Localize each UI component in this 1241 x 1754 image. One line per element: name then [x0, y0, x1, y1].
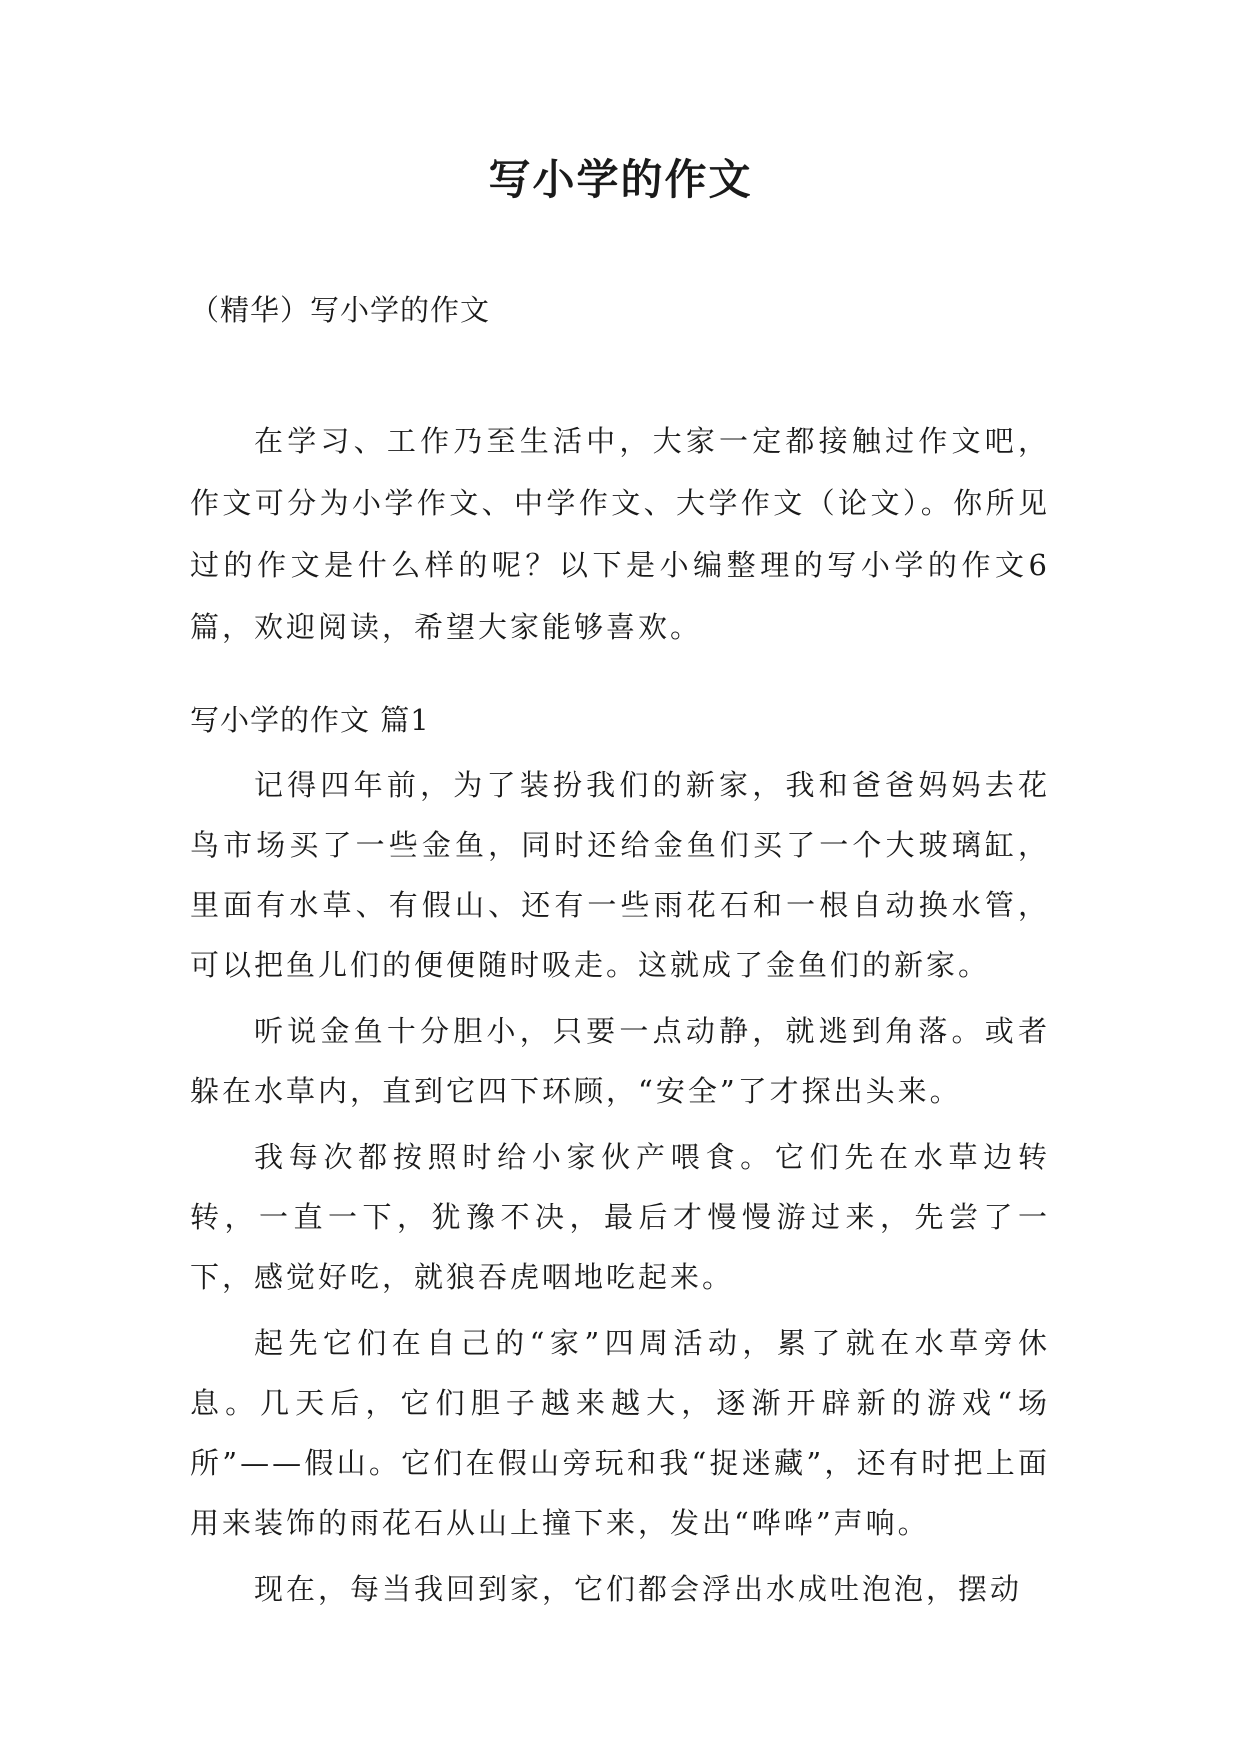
essay-paragraph-5: 现在，每当我回到家，它们都会浮出水成吐泡泡，摆动 — [254, 1572, 1023, 1606]
section-heading: 写小学的作文 篇1 — [190, 703, 430, 737]
essay-paragraph-2: 听说金鱼十分胆小，只要一点动静，就逃到角落。或者躲在水草内，直到它四下环顾，“安全”了才探出头来。 — [190, 1014, 1050, 1108]
essay-paragraph-1: 记得四年前，为了装扮我们的新家，我和爸爸妈妈去花鸟市场买了一些金鱼，同时还给金鱼们买了一个大玻璃缸，里面有水草、有假山、还有一些雨花石和一根自动换水管，可以把鱼儿们的便便随时吸走。这就成了金鱼们的新家。 — [190, 768, 1050, 982]
intro-section — [190, 410, 1050, 664]
essay-paragraph-4: 起先它们在自己的“家”四周活动，累了就在水草旁休息。几天后，它们胆子越来越大，逐渐开辟新的游戏“场所”——假山。它们在假山旁玩和我“捉迷藏”，还有时把上面用来装饰的雨花石从山上撞下来，发出“哗哗”声响。 — [190, 1326, 1050, 1540]
intro-paragraph: 在学习、工作乃至生活中，大家一定都接触过作文吧，作文可分为小学作文、中学作文、大学作文（论文）。你所见过的作文是什么样的呢？以下是小编整理的写小学的作文6篇，欢迎阅读，希望大家能够喜欢。 — [190, 424, 1050, 644]
document-subtitle: （精华）写小学的作文 — [190, 293, 491, 327]
document-title: 写小学的作文 — [488, 155, 753, 204]
essay-paragraph-3: 我每次都按照时给小家伙产喂食。它们先在水草边转转，一直一下，犹豫不决，最后才慢慢游过来，先尝了一下，感觉好吃，就狼吞虎咽地吃起来。 — [190, 1140, 1050, 1294]
essay-body — [190, 755, 1050, 1625]
